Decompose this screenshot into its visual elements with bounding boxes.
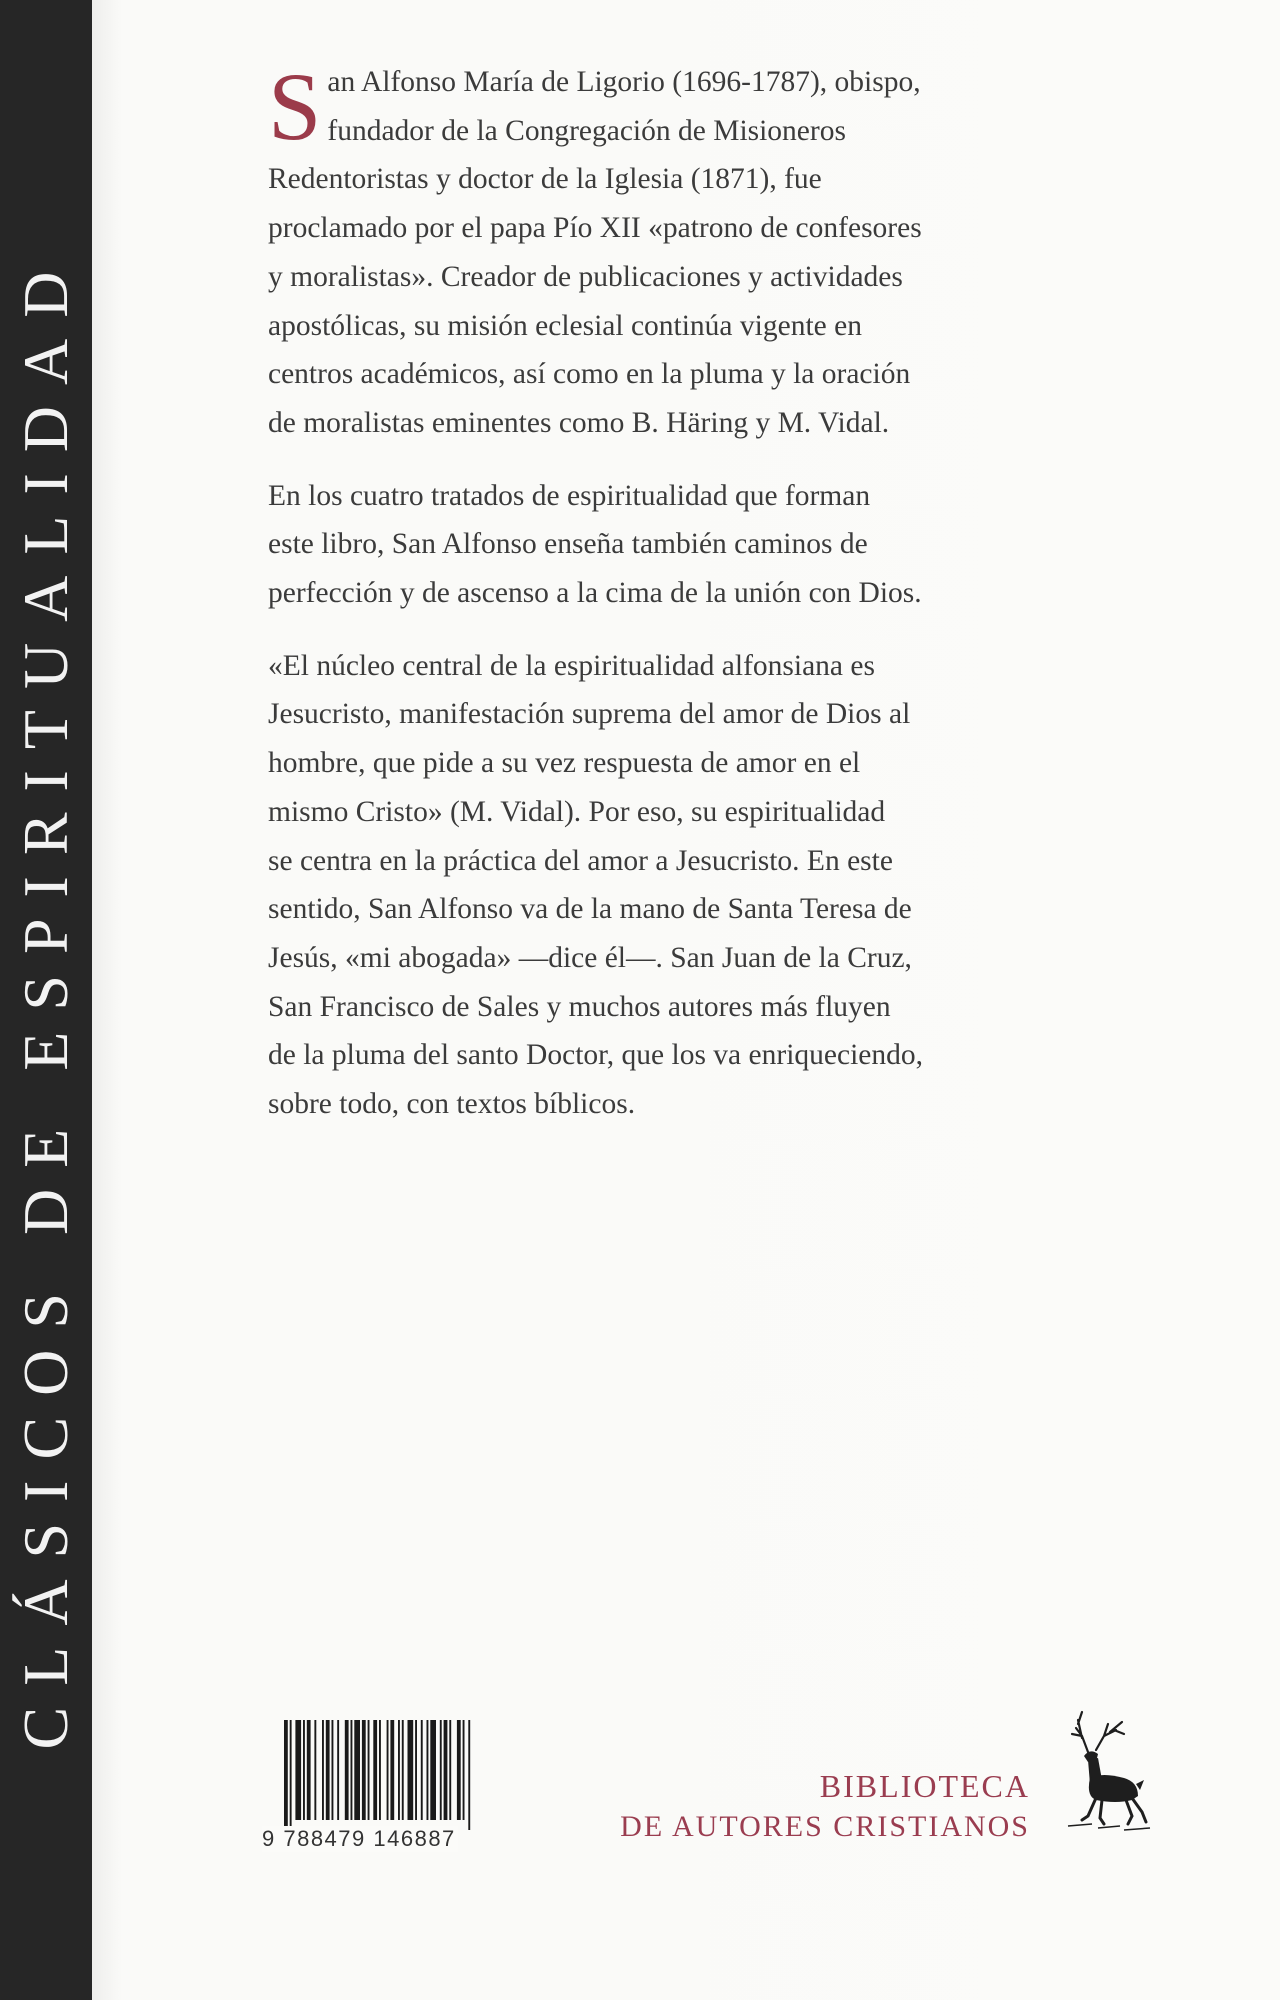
- barcode-bar: [440, 1720, 442, 1820]
- publisher-line-1: BIBLIOTECA: [819, 1768, 1030, 1804]
- publisher-line-2: DE AUTORES CRISTIANOS: [620, 1810, 1030, 1843]
- book-spine: [0, 0, 92, 2000]
- text-line: y moralistas». Creador de publicaciones y actividades: [268, 260, 903, 293]
- barcode-bar: [402, 1720, 404, 1820]
- text-line: Jesucristo, manifestación suprema del amor de Dios al: [268, 698, 911, 731]
- barcode-bar: [307, 1720, 311, 1820]
- blurb-paragraph-3: [268, 642, 1038, 1129]
- barcode-bar: [463, 1720, 465, 1820]
- text-line: fundador de la Congregación de Misioneros: [327, 114, 846, 147]
- barcode-bar: [322, 1720, 324, 1820]
- isbn-number: 9 788479 146887: [262, 1826, 456, 1851]
- isbn-barcode: [262, 1720, 512, 1852]
- text-line: proclamado por el papa Pío XII «patrono de confesores: [268, 212, 922, 245]
- barcode-bar: [379, 1720, 381, 1820]
- series-title: CLÁSICOS DE ESPIRITUALIDAD: [10, 250, 81, 1750]
- barcode-bar: [326, 1720, 330, 1820]
- text-line: apostólicas, su misión eclesial continúa vigente en: [268, 309, 862, 342]
- barcode-bar: [398, 1720, 400, 1820]
- barcode-bar: [457, 1720, 461, 1820]
- text-line: hombre, que pide a su vez respuesta de amor en el: [268, 747, 861, 780]
- barcode-bar: [468, 1720, 470, 1830]
- text-line: de la pluma del santo Doctor, que los va enriqueciendo,: [268, 1039, 923, 1072]
- barcode-bar: [368, 1720, 370, 1820]
- blurb: [268, 53, 1038, 1153]
- barcode-bar: [444, 1720, 448, 1820]
- stag-icon: [1058, 1700, 1158, 1840]
- barcode-bar: [314, 1720, 316, 1820]
- blurb-paragraph-1: [268, 53, 1038, 448]
- barcode-bar: [354, 1720, 360, 1820]
- barcode-bar: [303, 1720, 305, 1820]
- barcode-bar: [390, 1720, 394, 1820]
- text-line: Redentoristas y doctor de la Iglesia (1871), fue: [268, 163, 822, 196]
- text-line: «El núcleo central de la espiritualidad alfonsiana es: [268, 649, 875, 682]
- text-line: este libro, San Alfonso enseña también caminos de: [268, 528, 868, 561]
- barcode-bar: [362, 1720, 366, 1820]
- text-line: centros académicos, así como en la pluma y la oración: [268, 358, 911, 391]
- barcode-bar: [345, 1720, 349, 1820]
- barcode-bar: [373, 1720, 377, 1820]
- barcode-bar: [430, 1720, 436, 1820]
- barcode-bar: [295, 1720, 301, 1820]
- text-line: En los cuatro tratados de espiritualidad que forman: [268, 479, 871, 512]
- barcode-bar: [284, 1720, 288, 1830]
- blurb-paragraph-2: [268, 472, 1038, 618]
- text-line: sobre todo, con textos bíblicos.: [268, 1088, 636, 1121]
- text-line: se centra en la práctica del amor a Jesucristo. En este: [268, 844, 893, 877]
- text-line: perfección y de ascenso a la cima de la unión con Dios.: [268, 577, 922, 610]
- text-line: de moralistas eminentes como B. Häring y M. Vidal.: [268, 406, 890, 439]
- barcode-bar: [415, 1720, 417, 1820]
- barcode-icon: [284, 1720, 512, 1830]
- barcode-bar: [332, 1720, 334, 1820]
- text-line: sentido, San Alfonso va de la mano de Santa Teresa de: [268, 893, 912, 926]
- publisher-name: [620, 1765, 1030, 1847]
- text-line: an Alfonso María de Ligorio (1696-1787), obispo,: [327, 66, 921, 98]
- drop-cap: S: [268, 53, 322, 160]
- barcode-bar: [337, 1720, 339, 1820]
- barcode-bar: [449, 1720, 451, 1820]
- barcode-bar: [290, 1720, 292, 1830]
- barcode-bar: [421, 1720, 423, 1820]
- text-line: mismo Cristo» (M. Vidal). Por eso, su espiritualidad: [268, 795, 886, 828]
- text-line: San Francisco de Sales y muchos autores más fluyen: [268, 990, 891, 1023]
- barcode-bar: [387, 1720, 389, 1820]
- text-line: Jesús, «mi abogada» —dice él—. San Juan de la Cruz,: [268, 941, 912, 974]
- barcode-bar: [351, 1720, 353, 1820]
- barcode-bar: [427, 1720, 429, 1820]
- barcode-bar: [408, 1720, 414, 1820]
